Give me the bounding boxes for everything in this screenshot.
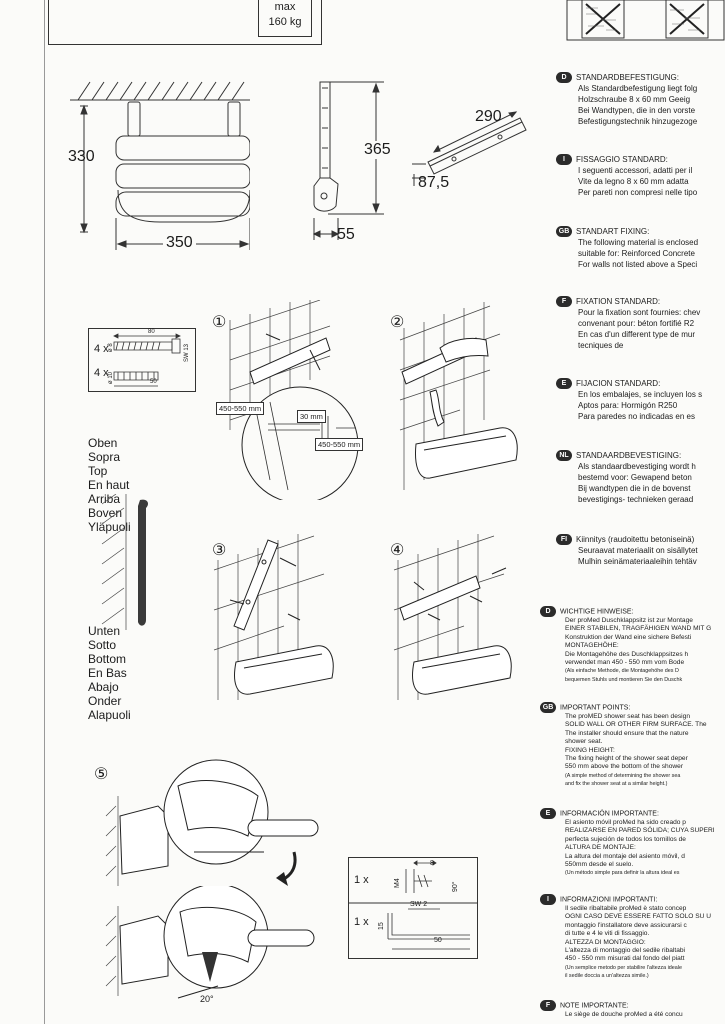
text-line: Le siège de douche proMed a été concu bbox=[565, 1011, 683, 1018]
plug-diameter: ø 10 bbox=[108, 371, 114, 384]
text-line: Aptos para: Hormigón R250 bbox=[578, 401, 678, 411]
fixings-box bbox=[88, 328, 196, 392]
load-label-box bbox=[258, 0, 312, 37]
section-title: NOTE IMPORTANTE: bbox=[560, 1002, 629, 1010]
load-weight: 160 kg bbox=[268, 16, 302, 28]
lang-badge: F bbox=[556, 296, 572, 307]
wall-type-icons bbox=[566, 0, 725, 42]
up-word: En haut bbox=[88, 478, 130, 492]
text-line: Vite da legno 8 x 60 mm adatta bbox=[578, 177, 689, 187]
up-word: Boven bbox=[88, 506, 123, 520]
fixing-section-d bbox=[556, 72, 725, 127]
mount-height-range-detail: 450-550 mm bbox=[315, 438, 363, 451]
text-line: La altura del montaje del asiento móvil, d bbox=[565, 852, 685, 860]
text-line: Per pareti non compresi nelle tipo bbox=[578, 188, 698, 198]
text-line: Bij wandtypen die in de bovenst bbox=[578, 484, 691, 494]
text-line: verwendet man 450 - 550 mm vom Bode bbox=[565, 659, 685, 667]
lang-badge: GB bbox=[540, 702, 556, 713]
down-word: Sotto bbox=[88, 638, 117, 652]
text-line: 550 mm above the bottom of the shower bbox=[565, 763, 684, 771]
screw-sw: SW 13 bbox=[184, 343, 190, 362]
text-line: Mulhin seinämateriaaleihin tehtäv bbox=[578, 557, 697, 567]
down-word: Unten bbox=[88, 624, 121, 638]
text-line: El asiento móvil proMed ha sido creado p bbox=[565, 819, 686, 826]
text-line: bequemen Stuhls und montieren Sie den Duschk bbox=[565, 676, 683, 683]
lang-badge: FI bbox=[556, 534, 572, 545]
dim-height: 330 bbox=[68, 148, 95, 165]
text-line: The following material is enclosed bbox=[578, 238, 699, 248]
text-line: 450 - 550 mm misurati dal fondo del piatt bbox=[565, 955, 685, 963]
step-1-illustration bbox=[210, 300, 390, 500]
step-1-number: ① bbox=[212, 314, 227, 331]
lang-badge: E bbox=[540, 808, 556, 819]
section-title: FISSAGGIO STANDARD: bbox=[576, 155, 668, 164]
down-word-list bbox=[88, 624, 131, 722]
hardware-len15: 15 bbox=[378, 922, 385, 930]
text-line: En los embalajes, se incluyen los s bbox=[578, 390, 703, 400]
text-line: suitable for: Reinforced Concrete bbox=[578, 249, 695, 259]
hardware-m4: M4 bbox=[394, 878, 401, 888]
text-line: ALTEZZA DI MONTAGGIO: bbox=[565, 938, 646, 946]
dim-side-depth: 55 bbox=[337, 226, 355, 243]
hardware-sw2: SW 2 bbox=[410, 901, 428, 908]
text-line: OGNI CASO DEVE ESSERE FATTO SOLO SU U bbox=[565, 913, 711, 921]
text-line: (A simple method of determining the shower sea bbox=[565, 772, 681, 779]
mount-offset: 30 mm bbox=[297, 410, 326, 423]
important-section-e bbox=[540, 808, 725, 878]
fixing-section-f bbox=[556, 296, 725, 351]
hardware-qty-2: 1 x bbox=[354, 916, 369, 928]
down-word: Alapuoli bbox=[88, 708, 131, 722]
wall-profile bbox=[96, 494, 156, 630]
hardware-qty-1: 1 x bbox=[354, 874, 369, 886]
step-5-illustration-top bbox=[98, 756, 328, 892]
section-title: INFORMAZIONI IMPORTANTI: bbox=[560, 896, 658, 904]
screw-diameter: ø 8 bbox=[108, 343, 114, 352]
section-title: WICHTIGE HINWEISE: bbox=[560, 608, 634, 616]
text-line: tecniques de bbox=[578, 341, 624, 351]
dim-side-height: 365 bbox=[364, 141, 391, 158]
text-line: L'altezza di montaggio del sedile ribaltabi bbox=[565, 947, 686, 955]
lang-badge: E bbox=[556, 378, 572, 389]
seat-front-view bbox=[60, 72, 250, 262]
step-4-illustration bbox=[384, 530, 544, 720]
text-line: (Un semplice metodo per stabilire l'altezza ideale bbox=[565, 964, 682, 971]
text-line: Il sedile ribaltabile proMed è stato concep bbox=[565, 905, 687, 912]
lang-badge: NL bbox=[556, 450, 572, 461]
text-line: Seuraavat materiaalit on sisällytet bbox=[578, 546, 698, 556]
screw-qty: 4 x bbox=[94, 343, 109, 355]
text-line: Die Montagehöhe des Duschklappsitzes h bbox=[565, 650, 689, 658]
text-line: The installer should ensure that the nature bbox=[565, 729, 689, 737]
text-line: il sedile doccia a un'altezza simile.) bbox=[565, 973, 649, 980]
text-line: FIXING HEIGHT: bbox=[565, 746, 615, 754]
load-max: max bbox=[274, 1, 296, 13]
fixing-section-e bbox=[556, 378, 725, 422]
text-line: Bei Wandtypen, die in den vorste bbox=[578, 106, 696, 116]
up-word: Sopra bbox=[88, 450, 121, 464]
down-word: Onder bbox=[88, 694, 122, 708]
hardware-box bbox=[348, 857, 478, 959]
important-section-gb bbox=[540, 702, 725, 789]
section-title: INFORMACIÓN IMPORTANTE: bbox=[560, 810, 659, 818]
lang-badge: I bbox=[540, 894, 556, 905]
dim-plate-length: 290 bbox=[475, 108, 502, 125]
text-line: EINER STABILEN, TRAGFÄHIGEN WAND MIT G bbox=[565, 625, 712, 633]
step-4-number: ④ bbox=[390, 542, 405, 559]
text-line: (Un método simple para definir la altura ideal es bbox=[565, 870, 680, 877]
text-line: (Als einfache Methode, die Montagehöhe des D bbox=[565, 668, 679, 675]
up-word: Arriba bbox=[88, 492, 121, 506]
up-word: Top bbox=[88, 464, 108, 478]
screw-length: 80 bbox=[148, 329, 155, 335]
plug-qty: 4 x bbox=[94, 367, 109, 379]
text-line: MONTAGEHÖHE: bbox=[565, 642, 619, 650]
lang-badge: GB bbox=[556, 226, 572, 237]
section-title: IMPORTANT POINTS: bbox=[560, 704, 631, 712]
plug-length: 50 bbox=[150, 379, 157, 385]
step-2-number: ② bbox=[390, 314, 405, 331]
step-5-number: ⑤ bbox=[94, 766, 109, 783]
section-title: STANDART FIXING: bbox=[576, 227, 650, 236]
important-section-i bbox=[540, 894, 725, 981]
important-section-d bbox=[540, 606, 725, 684]
section-title: STANDAARDBEVESTIGING: bbox=[576, 451, 682, 460]
fixing-section-fi bbox=[556, 534, 725, 567]
dim-plate-height: 87,5 bbox=[418, 174, 450, 191]
text-line: Para paredes no indicadas en es bbox=[578, 412, 695, 422]
lang-badge: I bbox=[556, 154, 572, 165]
hardware-angle90: 90° bbox=[452, 881, 459, 892]
text-line: Pour la fixation sont fournies: chev bbox=[578, 308, 701, 318]
step-5-illustration-bottom bbox=[98, 886, 318, 1006]
text-line: Befestigungstechnik hinzugezoge bbox=[578, 117, 698, 127]
text-line: The proMED shower seat has been design bbox=[565, 713, 690, 720]
text-line: Konstruktion der Wand eine sichere Befesti bbox=[565, 633, 692, 641]
left-margin-line bbox=[44, 0, 45, 1024]
dim-width: 350 bbox=[163, 234, 196, 252]
step-2-illustration bbox=[390, 300, 540, 500]
lang-badge: D bbox=[556, 72, 572, 83]
text-line: perfecta sujeción de todos los tornillos de bbox=[565, 835, 686, 843]
text-line: Als standaardbevestiging wordt h bbox=[578, 462, 696, 472]
text-line: bevestigings- technieken geraad bbox=[578, 495, 694, 505]
hardware-len50: 50 bbox=[434, 937, 442, 944]
fixing-section-i bbox=[556, 154, 725, 198]
section-title: Kiinnitys (raudoitettu betoniseinä) bbox=[576, 535, 695, 544]
step-3-number: ③ bbox=[212, 542, 227, 559]
text-line: Als Standardbefestigung liegt folg bbox=[578, 84, 698, 94]
text-line: convenant pour: béton fortifié R2 bbox=[578, 319, 695, 329]
down-word: Bottom bbox=[88, 652, 127, 666]
text-line: Holzschraube 8 x 60 mm Geeig bbox=[578, 95, 691, 105]
down-word: En Bas bbox=[88, 666, 127, 680]
up-word: Yläpuoli bbox=[88, 520, 131, 534]
text-line: The fixing height of the shower seat deper bbox=[565, 755, 688, 763]
text-line: En cas d'un different type de mur bbox=[578, 330, 696, 340]
section-title: FIXATION STANDARD: bbox=[576, 297, 661, 306]
mount-height-range: 450-550 mm bbox=[216, 402, 264, 415]
text-line: montaggio l'installatore deve assicurarsi c bbox=[565, 921, 687, 929]
hardware-len8: 8 bbox=[430, 860, 434, 867]
text-line: shower seat. bbox=[565, 738, 603, 746]
text-line: REALIZARSE EN PARED SÓLIDA; CUYA SUPERI bbox=[565, 827, 715, 835]
fixing-section-gb bbox=[556, 226, 725, 270]
text-line: and fix the shower seat at a similar height.) bbox=[565, 781, 668, 788]
text-line: I seguenti accessori, adatti per il bbox=[578, 166, 693, 176]
text-line: SOLID WALL OR OTHER FIRM SURFACE. The bbox=[565, 721, 707, 729]
text-line: di tutte e 4 le viti di fissaggio. bbox=[565, 930, 650, 938]
section-title: STANDARDBEFESTIGUNG: bbox=[576, 73, 679, 82]
step-3-illustration bbox=[204, 530, 354, 720]
seat-side-view bbox=[300, 78, 390, 248]
text-line: For walls not listed above a Speci bbox=[578, 260, 698, 270]
text-line: ALTURA DE MONTAJE: bbox=[565, 844, 636, 852]
important-section-f bbox=[540, 1000, 725, 1019]
text-line: Der proMed Duschklappsitz ist zur Montage bbox=[565, 617, 693, 624]
up-word: Oben bbox=[88, 436, 118, 450]
down-word: Abajo bbox=[88, 680, 119, 694]
angle-20: 20° bbox=[200, 994, 214, 1004]
lang-badge: D bbox=[540, 606, 556, 617]
lang-badge: F bbox=[540, 1000, 556, 1011]
section-title: FIJACION STANDARD: bbox=[576, 379, 661, 388]
fixing-section-nl bbox=[556, 450, 725, 505]
text-line: bestemd voor: Gewapend beton bbox=[578, 473, 692, 483]
text-line: 550mm desde el suelo. bbox=[565, 861, 634, 869]
